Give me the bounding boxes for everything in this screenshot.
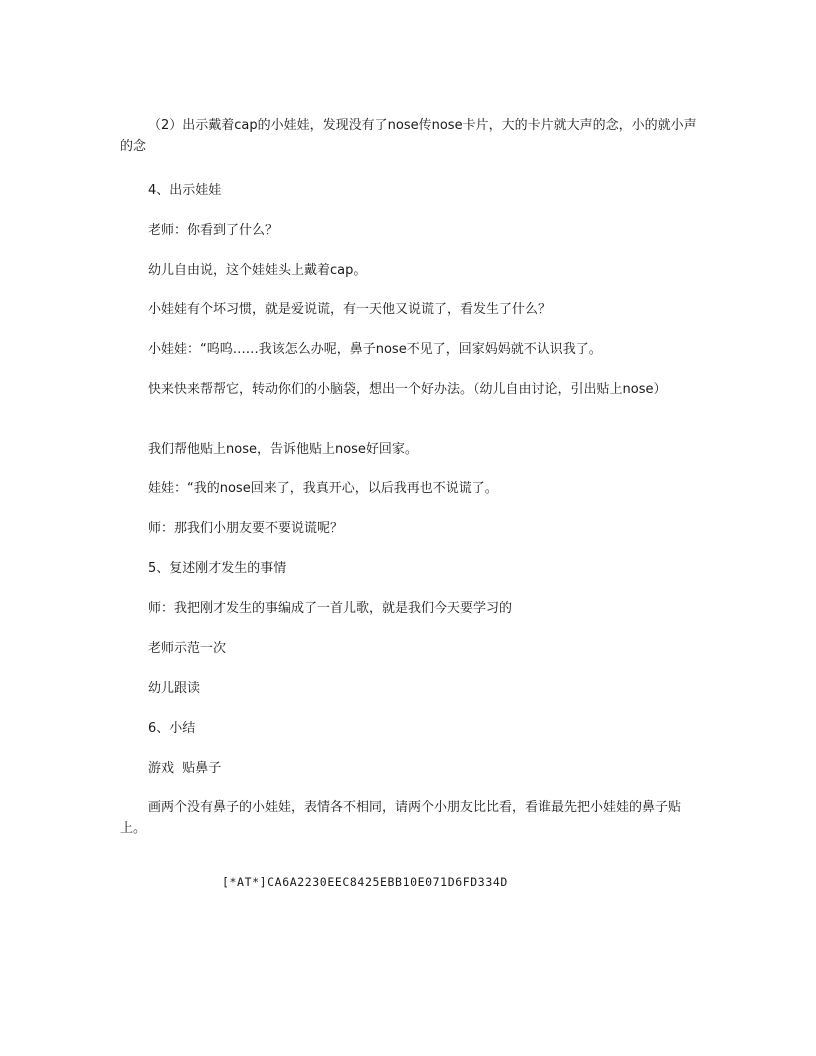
paragraph-teacher-demo: 老师示范一次 <box>148 641 227 656</box>
paragraph-game-rules: 画两个没有鼻子的小娃娃，表情各不相同，请两个小朋友比比看，看谁最先把小娃娃的鼻子贴上。 <box>120 800 682 836</box>
paragraph-teacher-question: 老师：你看到了什么？ <box>148 223 279 238</box>
paragraph-doll-happy: 娃娃：“我的nose回来了，我真开心，以后我再也不说谎了。 <box>148 481 498 496</box>
section-heading-6: 6、小结 <box>148 721 196 736</box>
paragraph-bad-habit: 小娃娃有个坏习惯，就是爱说谎，有一天他又说谎了，看发生了什么？ <box>148 302 552 317</box>
paragraph-game-title: 游戏 贴鼻子 <box>148 761 222 776</box>
section-heading-5: 5、复述刚才发生的事情 <box>148 561 287 576</box>
paragraph-help-doll: 快来快来帮帮它，转动你们的小脑袋，想出一个好办法。（幼儿自由讨论，引出贴上nose） <box>148 382 667 397</box>
paragraph-children-answer: 幼儿自由说，这个娃娃头上戴着cap。 <box>148 263 367 278</box>
section-heading-4: 4、出示娃娃 <box>148 183 222 198</box>
paragraph-children-follow: 幼儿跟读 <box>148 681 201 696</box>
document-id-code: [*AT*]CA6A2230EEC8425EBB10E071D6FD334D <box>222 875 508 889</box>
paragraph-doll-crying: 小娃娃：“呜呜……我该怎么办呢，鼻子nose不见了，回家妈妈就不认识我了。 <box>148 342 602 357</box>
paragraph-stick-nose: 我们帮他贴上nose，告诉他贴上nose好回家。 <box>148 442 418 457</box>
paragraph-show-doll-cap: （2）出示戴着cap的小娃娃，发现没有了nose传nose卡片，大的卡片就大声的念，小的就小声的念 <box>120 118 697 154</box>
paragraph-teacher-ask-lie: 师：那我们小朋友要不要说谎呢？ <box>148 521 344 536</box>
paragraph-nursery-rhyme: 师：我把刚才发生的事编成了一首儿歌，就是我们今天要学习的 <box>148 601 513 616</box>
